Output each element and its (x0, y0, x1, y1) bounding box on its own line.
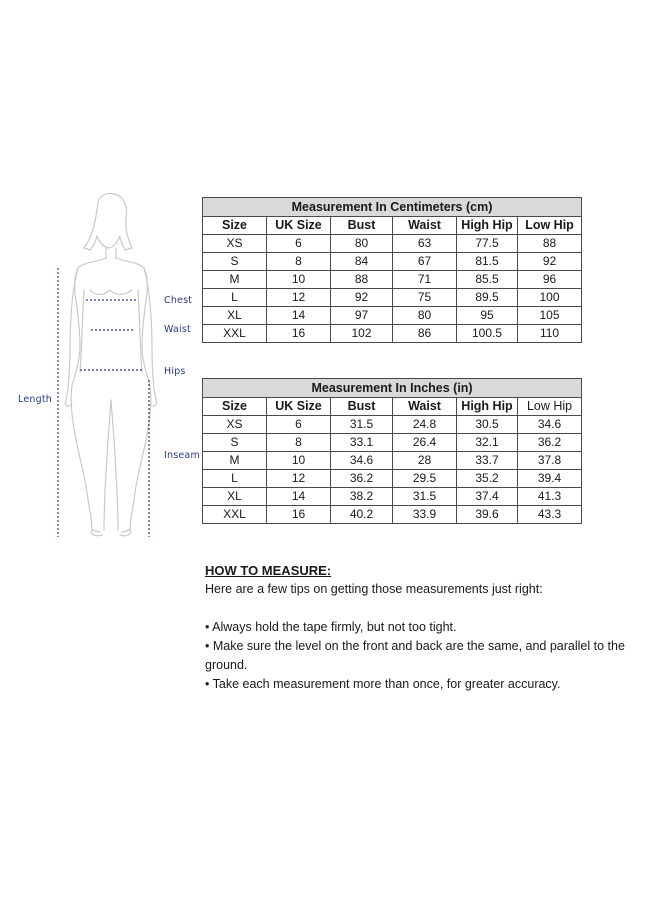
column-header: Waist (393, 398, 457, 416)
table-cell: XS (203, 416, 267, 434)
table-cell: 35.2 (457, 470, 518, 488)
table-cell: 63 (393, 235, 457, 253)
table-cell: 41.3 (518, 488, 582, 506)
table-cell: 10 (267, 452, 331, 470)
table-cell: 14 (267, 488, 331, 506)
table-cell: 40.2 (331, 506, 393, 524)
table-cell: 102 (331, 325, 393, 343)
table-cell: M (203, 452, 267, 470)
inseam-label: Inseam (164, 450, 200, 461)
body-outline-illustration (0, 0, 200, 560)
table-cell: S (203, 434, 267, 452)
table-cell: 81.5 (457, 253, 518, 271)
column-header: UK Size (267, 398, 331, 416)
table-cell: 100.5 (457, 325, 518, 343)
table-cell: 24.8 (393, 416, 457, 434)
table-cell: XL (203, 488, 267, 506)
tip-item: • Always hold the tape firmly, but not too tight. (205, 620, 457, 634)
table-cell: 16 (267, 325, 331, 343)
table-cell: L (203, 289, 267, 307)
table-cell: 43.3 (518, 506, 582, 524)
table-cell: 31.5 (331, 416, 393, 434)
table-cell: 95 (457, 307, 518, 325)
table-cell: L (203, 470, 267, 488)
inches-size-table (202, 378, 582, 524)
table-cell: 86 (393, 325, 457, 343)
table-cell: 10 (267, 271, 331, 289)
table-cell: 28 (393, 452, 457, 470)
table-cell: S (203, 253, 267, 271)
table-cell: 71 (393, 271, 457, 289)
column-header: High Hip (457, 217, 518, 235)
how-to-measure-intro: Here are a few tips on getting those measurements just right: (205, 582, 543, 596)
how-to-measure-heading: HOW TO MEASURE: (205, 563, 332, 578)
waist-label: Waist (164, 324, 191, 335)
table-cell: 33.9 (393, 506, 457, 524)
column-header: Bust (331, 398, 393, 416)
inches-table-header-row (203, 398, 582, 416)
table-cell: 92 (518, 253, 582, 271)
table-row (203, 488, 582, 506)
table-cell: 39.6 (457, 506, 518, 524)
table-cell: 39.4 (518, 470, 582, 488)
table-cell: 29.5 (393, 470, 457, 488)
table-cell: 34.6 (331, 452, 393, 470)
table-cell: 33.1 (331, 434, 393, 452)
table-cell: 85.5 (457, 271, 518, 289)
table-cell: 37.4 (457, 488, 518, 506)
table-cell: 38.2 (331, 488, 393, 506)
table-row (203, 470, 582, 488)
table-cell: M (203, 271, 267, 289)
table-cell: 88 (331, 271, 393, 289)
table-cell: 31.5 (393, 488, 457, 506)
column-header: Low Hip (518, 398, 582, 416)
table-cell: 8 (267, 253, 331, 271)
table-cell: 34.6 (518, 416, 582, 434)
table-cell: XXL (203, 325, 267, 343)
column-header: Waist (393, 217, 457, 235)
table-cell: 8 (267, 434, 331, 452)
table-row (203, 434, 582, 452)
cm-table-header-row (203, 217, 582, 235)
table-cell: 26.4 (393, 434, 457, 452)
table-cell: 36.2 (331, 470, 393, 488)
table-cell: 36.2 (518, 434, 582, 452)
table-row (203, 235, 582, 253)
table-row (203, 253, 582, 271)
column-header: High Hip (457, 398, 518, 416)
table-cell: 92 (331, 289, 393, 307)
column-header: Size (203, 398, 267, 416)
column-header: Low Hip (518, 217, 582, 235)
table-row (203, 506, 582, 524)
table-cell: 37.8 (518, 452, 582, 470)
table-cell: 30.5 (457, 416, 518, 434)
chest-label: Chest (164, 295, 193, 306)
table-cell: 100 (518, 289, 582, 307)
table-row (203, 271, 582, 289)
table-cell: 105 (518, 307, 582, 325)
table-cell: 32.1 (457, 434, 518, 452)
table-cell: 110 (518, 325, 582, 343)
table-cell: 14 (267, 307, 331, 325)
table-row (203, 325, 582, 343)
table-cell: 80 (331, 235, 393, 253)
cm-size-table (202, 197, 582, 343)
table-cell: 88 (518, 235, 582, 253)
tip-item: • Take each measurement more than once, for greater accuracy. (205, 677, 561, 691)
table-cell: 96 (518, 271, 582, 289)
table-cell: 89.5 (457, 289, 518, 307)
how-to-measure-section (205, 561, 645, 694)
table-row (203, 452, 582, 470)
table-cell: 12 (267, 470, 331, 488)
table-cell: XXL (203, 506, 267, 524)
table-cell: 80 (393, 307, 457, 325)
table-cell: 97 (331, 307, 393, 325)
table-row (203, 416, 582, 434)
length-label: Length (18, 394, 52, 405)
table-cell: 67 (393, 253, 457, 271)
table-cell: 33.7 (457, 452, 518, 470)
table-cell: XS (203, 235, 267, 253)
cm-table-title: Measurement In Centimeters (cm) (203, 198, 582, 217)
table-row (203, 307, 582, 325)
table-cell: 75 (393, 289, 457, 307)
table-row (203, 289, 582, 307)
column-header: UK Size (267, 217, 331, 235)
table-cell: 6 (267, 416, 331, 434)
table-cell: 6 (267, 235, 331, 253)
table-cell: XL (203, 307, 267, 325)
tip-item: • Make sure the level on the front and back are the same, and parallel to the ground. (205, 639, 625, 672)
table-cell: 16 (267, 506, 331, 524)
hips-label: Hips (164, 366, 186, 377)
column-header: Bust (331, 217, 393, 235)
column-header: Size (203, 217, 267, 235)
table-cell: 12 (267, 289, 331, 307)
table-cell: 77.5 (457, 235, 518, 253)
inches-table-title: Measurement In Inches (in) (203, 379, 582, 398)
table-cell: 84 (331, 253, 393, 271)
body-figure-diagram (0, 0, 200, 560)
